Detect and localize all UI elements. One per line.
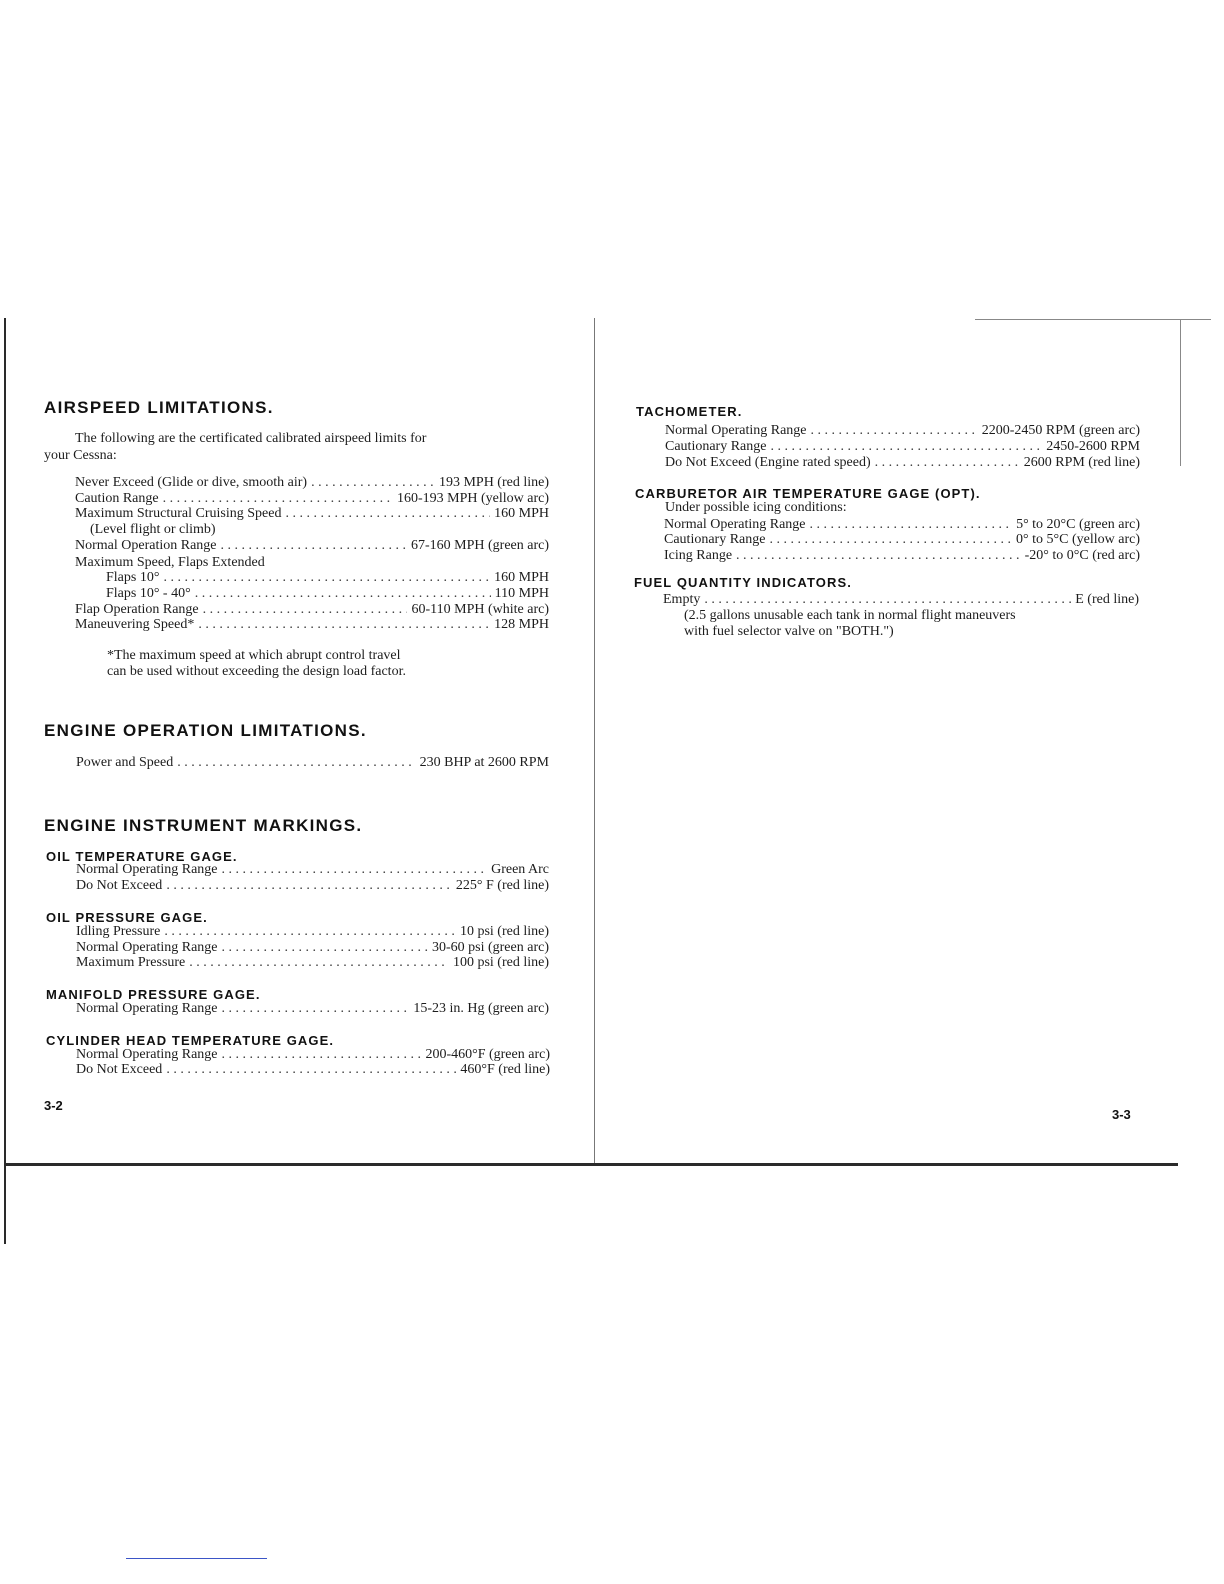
cht-row: [76, 1062, 550, 1078]
row-label: Maximum Pressure: [76, 955, 186, 970]
airspeed-footnote-line-2: can be used without exceeding the design load factor.: [107, 664, 406, 679]
row-label: Maneuvering Speed*: [75, 617, 195, 632]
oil-pressure-row: [76, 940, 549, 956]
cht-heading: CYLINDER HEAD TEMPERATURE GAGE.: [46, 1033, 335, 1048]
airspeed-row: [75, 491, 549, 507]
row-label: Empty: [663, 592, 701, 607]
engine-operation-heading: ENGINE OPERATION LIMITATIONS.: [44, 721, 367, 740]
tachometer-row: [665, 423, 1140, 439]
tachometer-row: [665, 439, 1140, 455]
oil-pressure-row: [76, 924, 549, 940]
airspeed-row: [75, 475, 549, 491]
row-value: 460°F (red line): [460, 1062, 550, 1077]
carb-air-row: [664, 517, 1140, 533]
airspeed-footnote-line-1: *The maximum speed at which abrupt control travel: [107, 648, 401, 663]
row-label: Power and Speed: [76, 755, 174, 770]
fuel-note-line-2: with fuel selector valve on "BOTH."): [684, 624, 894, 639]
row-label: Normal Operating Range: [76, 940, 218, 955]
row-value: 5° to 20°C (green arc): [1016, 517, 1140, 532]
airspeed-row: [75, 617, 549, 633]
row-label: Normal Operating Range: [665, 423, 807, 438]
fuel-note-line-1: (2.5 gallons unusable each tank in normal flight maneuvers: [684, 608, 1016, 623]
carb-air-heading: CARBURETOR AIR TEMPERATURE GAGE (OPT).: [635, 486, 981, 501]
oil-temp-row: [76, 862, 549, 878]
row-value: 200-460°F (green arc): [425, 1047, 550, 1062]
fuel-heading: FUEL QUANTITY INDICATORS.: [634, 575, 852, 590]
row-value: 225° F (red line): [455, 878, 549, 893]
row-value: 100 psi (red line): [452, 955, 549, 970]
page-number-left: 3-2: [44, 1098, 63, 1113]
oil-pressure-heading: OIL PRESSURE GAGE.: [46, 910, 208, 925]
row-label: Flap Operation Range: [75, 602, 199, 617]
row-label: Icing Range: [664, 548, 733, 563]
row-label: Cautionary Range: [664, 532, 766, 547]
airspeed-row: [106, 586, 549, 602]
manifold-heading: MANIFOLD PRESSURE GAGE.: [46, 987, 261, 1002]
row-value: 67-160 MPH (green arc): [410, 538, 549, 553]
top-right-border-line: [975, 319, 1211, 320]
row-label: Normal Operating Range: [76, 1001, 218, 1016]
row-value: 160-193 MPH (yellow arc): [396, 491, 549, 506]
center-fold-line: [594, 318, 595, 1166]
manifold-row: [76, 1001, 549, 1017]
airspeed-row-subheading: Maximum Speed, Flaps Extended: [75, 555, 265, 570]
row-label: Flaps 10° - 40°: [106, 586, 191, 601]
bottom-border-line: [4, 1163, 1178, 1166]
row-label: Normal Operation Range: [75, 538, 217, 553]
tachometer-row: [665, 455, 1140, 471]
row-value: 110 MPH: [494, 586, 549, 601]
page-number-right: 3-3: [1112, 1107, 1131, 1122]
row-value: 2600 RPM (red line): [1023, 455, 1140, 470]
row-value: 160 MPH: [494, 506, 549, 521]
row-value: 60-110 MPH (white arc): [411, 602, 549, 617]
fuel-row: [663, 592, 1139, 608]
row-value: 15-23 in. Hg (green arc): [413, 1001, 549, 1016]
row-value: -20° to 0°C (red arc): [1024, 548, 1140, 563]
row-value: 2200-2450 RPM (green arc): [981, 423, 1140, 438]
row-label: Do Not Exceed: [76, 878, 163, 893]
tachometer-heading: TACHOMETER.: [636, 404, 743, 419]
row-value: 230 BHP at 2600 RPM: [419, 755, 549, 770]
row-value: 10 psi (red line): [459, 924, 549, 939]
row-label: Normal Operating Range: [76, 1047, 218, 1062]
row-label: Idling Pressure: [76, 924, 161, 939]
row-value: 128 MPH: [494, 617, 549, 632]
row-label: Maximum Structural Cruising Speed: [75, 506, 282, 521]
carb-air-row: [664, 532, 1140, 548]
engine-instrument-heading: ENGINE INSTRUMENT MARKINGS.: [44, 816, 363, 835]
row-value: 193 MPH (red line): [438, 475, 549, 490]
row-label: Do Not Exceed: [76, 1062, 163, 1077]
carb-air-row: [664, 548, 1140, 564]
airspeed-row: [106, 570, 549, 586]
row-value: E (red line): [1075, 592, 1139, 607]
engine-operation-row: [76, 755, 549, 771]
oil-pressure-row: [76, 955, 549, 971]
row-label: Do Not Exceed (Engine rated speed): [665, 455, 871, 470]
airspeed-intro-line-2: your Cessna:: [44, 448, 117, 463]
row-value: 160 MPH: [494, 570, 549, 585]
row-label: Normal Operating Range: [76, 862, 218, 877]
oil-temp-heading: OIL TEMPERATURE GAGE.: [46, 849, 238, 864]
row-label: Normal Operating Range: [664, 517, 806, 532]
airspeed-row: [75, 506, 549, 522]
row-label: Flaps 10°: [106, 570, 160, 585]
airspeed-row: [75, 602, 549, 618]
row-value: 30-60 psi (green arc): [431, 940, 549, 955]
right-border-line: [1180, 320, 1181, 466]
row-label: Caution Range: [75, 491, 159, 506]
left-border-line: [4, 318, 6, 1244]
row-value: 2450-2600 RPM: [1046, 439, 1140, 454]
row-value: Green Arc: [491, 862, 549, 877]
airspeed-row-subnote: (Level flight or climb): [90, 522, 216, 537]
scan-artifact-line: [126, 1558, 267, 1559]
row-label: Never Exceed (Glide or dive, smooth air): [75, 475, 308, 490]
airspeed-row: [75, 538, 549, 554]
row-label: Cautionary Range: [665, 439, 767, 454]
oil-temp-row: [76, 878, 549, 894]
carb-air-subtitle: Under possible icing conditions:: [665, 500, 847, 515]
cht-row: [76, 1047, 550, 1063]
airspeed-intro-line-1: The following are the certificated calibrated airspeed limits for: [75, 431, 427, 446]
row-value: 0° to 5°C (yellow arc): [1016, 532, 1140, 547]
airspeed-heading: AIRSPEED LIMITATIONS.: [44, 398, 274, 417]
